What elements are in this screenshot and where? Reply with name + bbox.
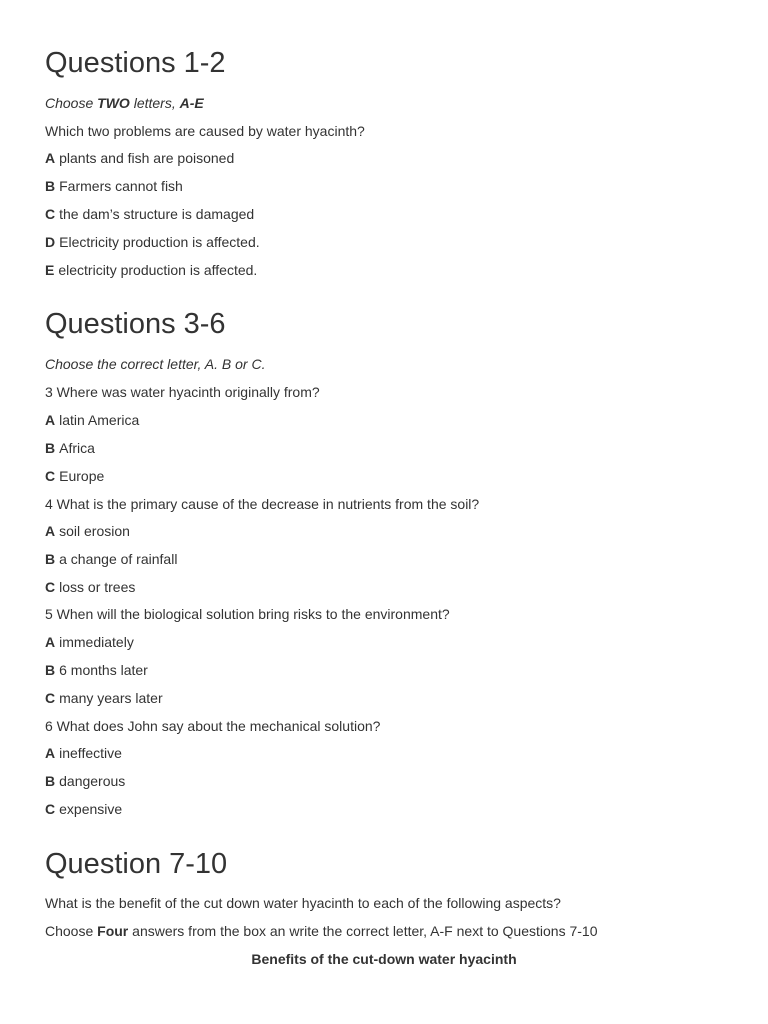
option-item [45,689,163,707]
question-text: 4 What is the primary cause of the decrease in nutrients from the soil? [45,496,480,512]
option-text: latin America [59,412,140,428]
option-item [45,467,104,485]
question-text: 5 When will the biological solution bring risks to the environment? [45,606,450,622]
option-letter: A [45,634,56,650]
option-letter: A [45,412,56,428]
option-text: immediately [59,634,134,650]
option-text: electricity production is affected. [58,262,258,278]
instruction-text: Choose [45,923,98,939]
option-item [45,800,122,818]
section-title-q7-10: Question 7-10 [45,848,228,880]
option-item [45,411,139,429]
question-text: Which two problems are caused by water hyacinth? [45,123,365,139]
option-item [45,578,135,596]
instruction-text: answers from the box an write the correct letter, A-F next to Questions 7-10 [128,923,598,939]
option-item [45,550,177,568]
box-title: Benefits of the cut-down water hyacinth [251,951,517,967]
instruction-q3-6: Choose the correct letter, A. B or C. [45,356,266,372]
option-letter: E [45,262,55,278]
option-letter: D [45,234,56,250]
option-text: Farmers cannot fish [59,178,183,194]
option-text: many years later [59,690,163,706]
option-item [45,233,260,251]
option-letter: B [45,551,56,567]
option-item [45,633,134,651]
question-text: 6 What does John say about the mechanical solution? [45,718,381,734]
option-item [45,261,257,279]
option-text: plants and fish are poisoned [59,150,235,166]
option-letter: C [45,468,56,484]
option-text: expensive [59,801,123,817]
option-text: dangerous [59,773,126,789]
option-text: loss or trees [59,579,136,595]
option-text: the dam’s structure is damaged [59,206,255,222]
instruction-text: Choose [45,95,98,111]
option-letter: C [45,801,56,817]
option-item [45,149,234,167]
option-item [45,661,148,679]
instruction-q7-10 [45,922,597,940]
section-title-q3-6: Questions 3-6 [45,308,226,340]
option-text: 6 months later [59,662,148,678]
instruction-emphasis: TWO [97,95,130,111]
option-item [45,439,95,457]
option-text: Africa [59,440,95,456]
option-letter: C [45,690,56,706]
instruction-text: letters, [129,95,180,111]
option-text: ineffective [59,745,122,761]
instruction-q1-2 [45,94,204,112]
option-item [45,205,254,223]
option-letter: A [45,745,56,761]
question-text: What is the benefit of the cut down water hyacinth to each of the following aspects? [45,895,561,911]
option-letter: C [45,206,56,222]
option-text: a change of rainfall [59,551,178,567]
question-text: 3 Where was water hyacinth originally from? [45,384,320,400]
option-text: soil erosion [59,523,130,539]
option-letter: B [45,178,56,194]
option-letter: A [45,150,56,166]
option-text: Europe [59,468,105,484]
option-letter: B [45,440,56,456]
option-item [45,772,125,790]
option-item [45,744,122,762]
section-title-q1-2: Questions 1-2 [45,47,226,79]
option-letter: B [45,662,56,678]
instruction-emphasis: A-E [179,95,204,111]
option-letter: A [45,523,56,539]
option-item [45,177,183,195]
option-letter: C [45,579,56,595]
option-item [45,522,130,540]
instruction-emphasis: Four [97,923,129,939]
option-letter: B [45,773,56,789]
option-text: Electricity production is affected. [59,234,260,250]
